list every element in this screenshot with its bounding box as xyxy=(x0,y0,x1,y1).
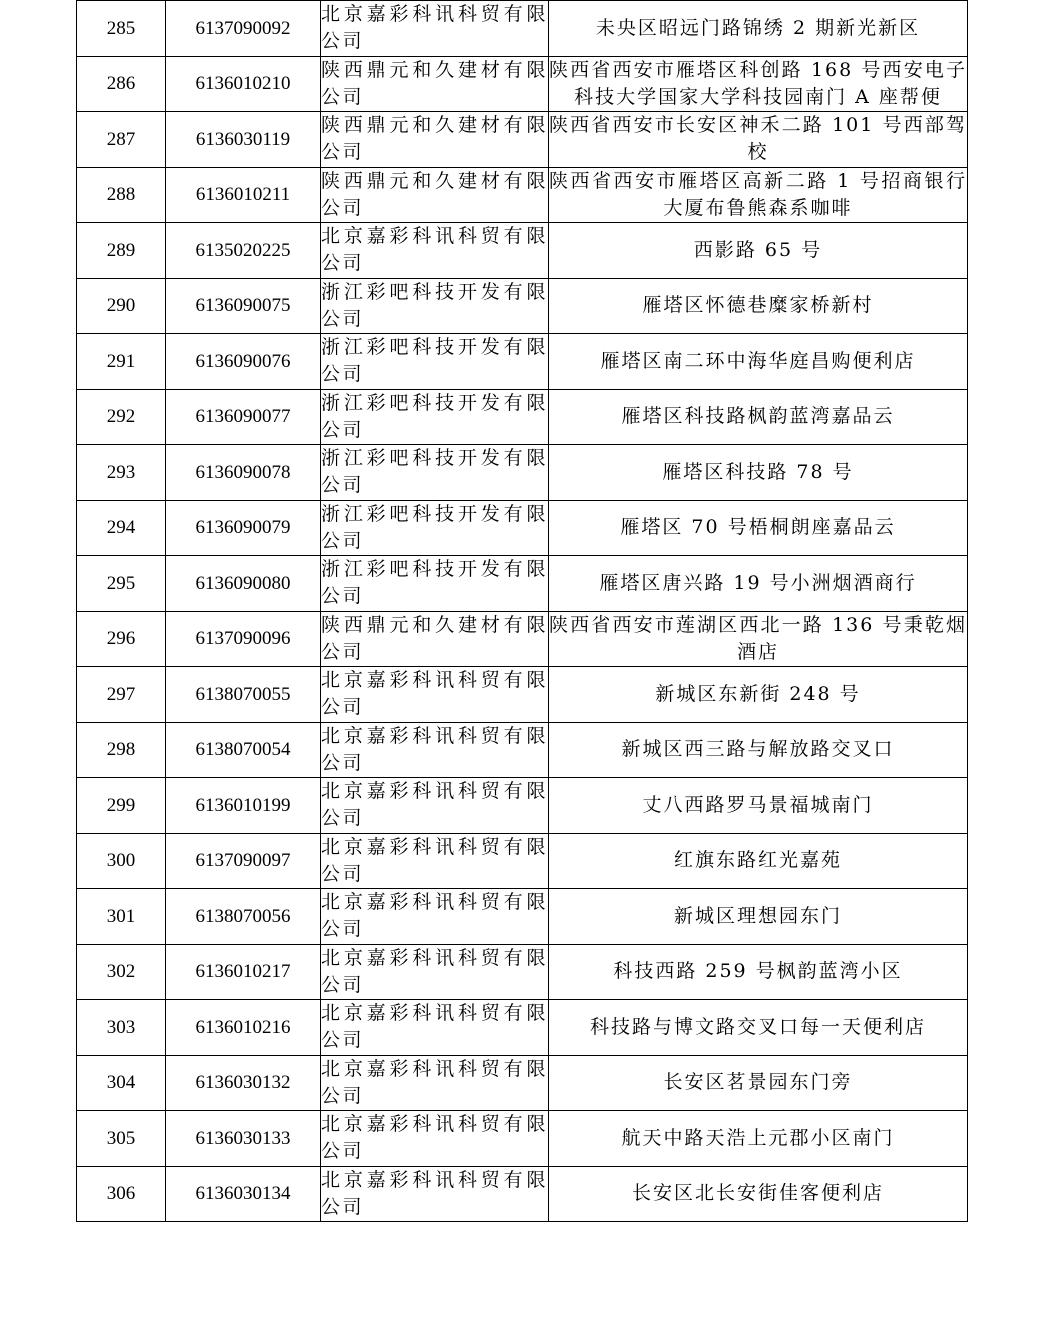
company-name-cell: 浙江彩吧科技开发有限公司 xyxy=(321,278,549,334)
table-row xyxy=(77,667,968,723)
company-name-cell: 北京嘉彩科讯科贸有限公司 xyxy=(321,1,549,57)
company-name-cell: 陕西鼎元和久建材有限公司 xyxy=(321,56,549,112)
address-cell: 雁塔区南二环中海华庭昌购便利店 xyxy=(549,334,968,390)
outlet-code-cell: 6136010217 xyxy=(166,944,321,1000)
table-row xyxy=(77,334,968,390)
outlet-code-cell: 6138070054 xyxy=(166,722,321,778)
table-row xyxy=(77,278,968,334)
address-cell: 长安区茗景园东门旁 xyxy=(549,1055,968,1111)
row-number-cell: 300 xyxy=(77,833,166,889)
address-cell: 西影路 65 号 xyxy=(549,223,968,279)
company-name-cell: 北京嘉彩科讯科贸有限公司 xyxy=(321,667,549,723)
outlet-table xyxy=(76,0,968,1222)
company-name-cell: 北京嘉彩科讯科贸有限公司 xyxy=(321,944,549,1000)
row-number-cell: 305 xyxy=(77,1111,166,1167)
table-row xyxy=(77,722,968,778)
outlet-table-body xyxy=(77,1,968,1222)
outlet-code-cell: 6136090077 xyxy=(166,389,321,445)
table-row xyxy=(77,611,968,667)
company-name-cell: 陕西鼎元和久建材有限公司 xyxy=(321,167,549,223)
table-row xyxy=(77,500,968,556)
outlet-code-cell: 6136030119 xyxy=(166,112,321,168)
row-number-cell: 292 xyxy=(77,389,166,445)
company-name-cell: 北京嘉彩科讯科贸有限公司 xyxy=(321,722,549,778)
outlet-code-cell: 6136090078 xyxy=(166,445,321,501)
row-number-cell: 285 xyxy=(77,1,166,57)
row-number-cell: 287 xyxy=(77,112,166,168)
outlet-code-cell: 6137090092 xyxy=(166,1,321,57)
outlet-code-cell: 6135020225 xyxy=(166,223,321,279)
company-name-cell: 北京嘉彩科讯科贸有限公司 xyxy=(321,1055,549,1111)
table-row xyxy=(77,1111,968,1167)
outlet-code-cell: 6137090097 xyxy=(166,833,321,889)
table-row xyxy=(77,944,968,1000)
company-name-cell: 陕西鼎元和久建材有限公司 xyxy=(321,611,549,667)
address-cell: 雁塔区怀德巷糜家桥新村 xyxy=(549,278,968,334)
company-name-cell: 北京嘉彩科讯科贸有限公司 xyxy=(321,833,549,889)
row-number-cell: 299 xyxy=(77,778,166,834)
row-number-cell: 290 xyxy=(77,278,166,334)
table-row xyxy=(77,389,968,445)
address-cell: 雁塔区科技路枫韵蓝湾嘉品云 xyxy=(549,389,968,445)
outlet-code-cell: 6136010216 xyxy=(166,1000,321,1056)
company-name-cell: 浙江彩吧科技开发有限公司 xyxy=(321,445,549,501)
table-row xyxy=(77,223,968,279)
address-cell: 丈八西路罗马景福城南门 xyxy=(549,778,968,834)
address-cell: 科技路与博文路交叉口每一天便利店 xyxy=(549,1000,968,1056)
table-row xyxy=(77,889,968,945)
outlet-code-cell: 6136010210 xyxy=(166,56,321,112)
table-row xyxy=(77,112,968,168)
outlet-code-cell: 6136030132 xyxy=(166,1055,321,1111)
row-number-cell: 303 xyxy=(77,1000,166,1056)
address-cell: 新城区理想园东门 xyxy=(549,889,968,945)
row-number-cell: 306 xyxy=(77,1166,166,1222)
row-number-cell: 289 xyxy=(77,223,166,279)
outlet-code-cell: 6136010199 xyxy=(166,778,321,834)
outlet-code-cell: 6136010211 xyxy=(166,167,321,223)
company-name-cell: 浙江彩吧科技开发有限公司 xyxy=(321,334,549,390)
address-cell: 陕西省西安市雁塔区科创路 168 号西安电子科技大学国家大学科技园南门 A 座帮便 xyxy=(549,56,968,112)
row-number-cell: 297 xyxy=(77,667,166,723)
company-name-cell: 浙江彩吧科技开发有限公司 xyxy=(321,500,549,556)
outlet-code-cell: 6136090080 xyxy=(166,556,321,612)
outlet-code-cell: 6136090079 xyxy=(166,500,321,556)
row-number-cell: 304 xyxy=(77,1055,166,1111)
address-cell: 陕西省西安市莲湖区西北一路 136 号秉乾烟酒店 xyxy=(549,611,968,667)
row-number-cell: 293 xyxy=(77,445,166,501)
row-number-cell: 291 xyxy=(77,334,166,390)
address-cell: 航天中路天浩上元郡小区南门 xyxy=(549,1111,968,1167)
table-row xyxy=(77,778,968,834)
company-name-cell: 北京嘉彩科讯科贸有限公司 xyxy=(321,1000,549,1056)
table-row xyxy=(77,1166,968,1222)
address-cell: 雁塔区唐兴路 19 号小洲烟酒商行 xyxy=(549,556,968,612)
table-row xyxy=(77,1055,968,1111)
address-cell: 长安区北长安街佳客便利店 xyxy=(549,1166,968,1222)
address-cell: 红旗东路红光嘉苑 xyxy=(549,833,968,889)
outlet-code-cell: 6138070055 xyxy=(166,667,321,723)
address-cell: 陕西省西安市雁塔区高新二路 1 号招商银行大厦布鲁熊森系咖啡 xyxy=(549,167,968,223)
company-name-cell: 浙江彩吧科技开发有限公司 xyxy=(321,389,549,445)
outlet-code-cell: 6136030134 xyxy=(166,1166,321,1222)
outlet-code-cell: 6136090075 xyxy=(166,278,321,334)
row-number-cell: 286 xyxy=(77,56,166,112)
row-number-cell: 288 xyxy=(77,167,166,223)
table-row xyxy=(77,1000,968,1056)
outlet-code-cell: 6138070056 xyxy=(166,889,321,945)
row-number-cell: 301 xyxy=(77,889,166,945)
address-cell: 未央区昭远门路锦绣 2 期新光新区 xyxy=(549,1,968,57)
address-cell: 新城区东新街 248 号 xyxy=(549,667,968,723)
row-number-cell: 296 xyxy=(77,611,166,667)
table-row xyxy=(77,833,968,889)
address-cell: 科技西路 259 号枫韵蓝湾小区 xyxy=(549,944,968,1000)
table-row xyxy=(77,56,968,112)
company-name-cell: 北京嘉彩科讯科贸有限公司 xyxy=(321,1111,549,1167)
outlet-code-cell: 6136090076 xyxy=(166,334,321,390)
row-number-cell: 302 xyxy=(77,944,166,1000)
row-number-cell: 294 xyxy=(77,500,166,556)
company-name-cell: 北京嘉彩科讯科贸有限公司 xyxy=(321,223,549,279)
outlet-code-cell: 6136030133 xyxy=(166,1111,321,1167)
table-row xyxy=(77,556,968,612)
company-name-cell: 北京嘉彩科讯科贸有限公司 xyxy=(321,778,549,834)
table-row xyxy=(77,167,968,223)
table-row xyxy=(77,445,968,501)
company-name-cell: 北京嘉彩科讯科贸有限公司 xyxy=(321,889,549,945)
row-number-cell: 295 xyxy=(77,556,166,612)
row-number-cell: 298 xyxy=(77,722,166,778)
outlet-code-cell: 6137090096 xyxy=(166,611,321,667)
address-cell: 新城区西三路与解放路交叉口 xyxy=(549,722,968,778)
address-cell: 陕西省西安市长安区神禾二路 101 号西部驾校 xyxy=(549,112,968,168)
company-name-cell: 北京嘉彩科讯科贸有限公司 xyxy=(321,1166,549,1222)
table-row xyxy=(77,1,968,57)
company-name-cell: 浙江彩吧科技开发有限公司 xyxy=(321,556,549,612)
address-cell: 雁塔区 70 号梧桐朗座嘉品云 xyxy=(549,500,968,556)
company-name-cell: 陕西鼎元和久建材有限公司 xyxy=(321,112,549,168)
address-cell: 雁塔区科技路 78 号 xyxy=(549,445,968,501)
